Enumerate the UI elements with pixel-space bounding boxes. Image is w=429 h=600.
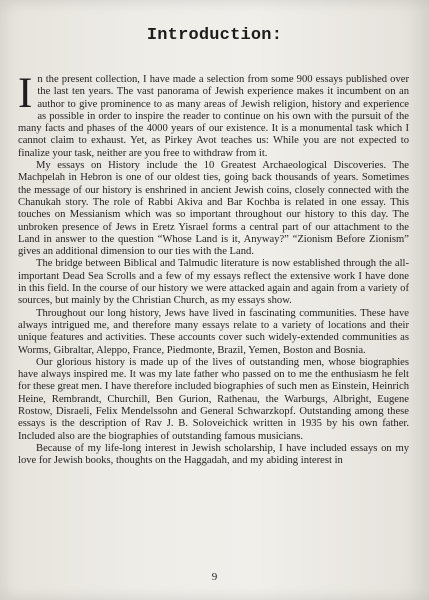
drop-cap: I [18, 70, 33, 117]
paragraph-1-text: n the present collection, I have made a selection from some 900 essays published over the last ten years. The vast panorama of Jewish experience makes it incumbent on an author to give prominence to as many areas of Jewish religion, history and experience as possible in order to inspire the reader to continue on his own with the pursuit of the many facts and phases of the 4000 years of our existence. It is a monumental task which I cannot claim to exhaust. Yet, as Pirkey Avot teaches us: While you are not expected to finalize your task, neither are you free to withdraw from it. [18, 74, 409, 159]
paragraph-1 [18, 70, 409, 160]
paragraph-3: The bridge between Biblical and Talmudic literature is now established through the all-important Dead Sea Scrolls and a few of my essays reflect the extensive work I have done in this field. In the course of our history we were attacked again and again from a variety of sources, but mainly by the Christian Church, as my essays show. [18, 258, 409, 307]
chapter-title: Introduction: [146, 26, 283, 45]
paragraph-4: Throughout our long history, Jews have lived in fascinating communities. These have always intrigued me, and therefore many essays relate to a variety of locations and their unique features and activities. These accounts cover such widely-extended communities as Worms, Gibraltar, Aleppo, France, Piedmonte, Brazil, Yemen, Boston and Bosnia. [18, 307, 409, 356]
paragraph-6: Because of my life-long interest in Jewish scholarship, I have included essays on my love for Jewish books, thoughts on the Haggadah, and my abiding interest in [18, 442, 409, 467]
page-number: 9 [211, 571, 218, 583]
paragraph-5: Our glorious history is made up of the lives of outstanding men, whose biographies have always inspired me. It was my late father who passed on to me the enthusiasm he felt for these great men. I have therefore included biographies of such men as Einstein, Heinrich Heine, Rembrandt, Churchill, Ben Gurion, Rathenau, the Warburgs, Albright, Eugene Rostow, Disraeli, Felix Mendelssohn and General Schwarzkopf. Outstanding among these essays is the description of Rav J. B. Soloveichick written in 1935 by his own father. Included also are the biographies of outstanding famous musicians. [18, 356, 409, 442]
paragraph-2: My essays on History include the 10 Greatest Archaeological Discoveries. The Machpelah in Hebron is one of our oldest ties, going back thousands of years. Sometimes the message of our history is enshrined in ancient Jewish coins, closely connected with the Chanukah story. The role of Rabbi Akiva and Bar Kochba is related in one essay. This touches on Messianism which was so important throughout our history to this day. The unbroken presence of Jews in Eretz Yisrael forms a central part of our attachment to the Land in answer to the question “Whose Land is it, Anyway?” “Zionism Before Zionism” gives an additional dimension to our ties with the Land. [18, 160, 409, 258]
body-text [18, 70, 409, 468]
